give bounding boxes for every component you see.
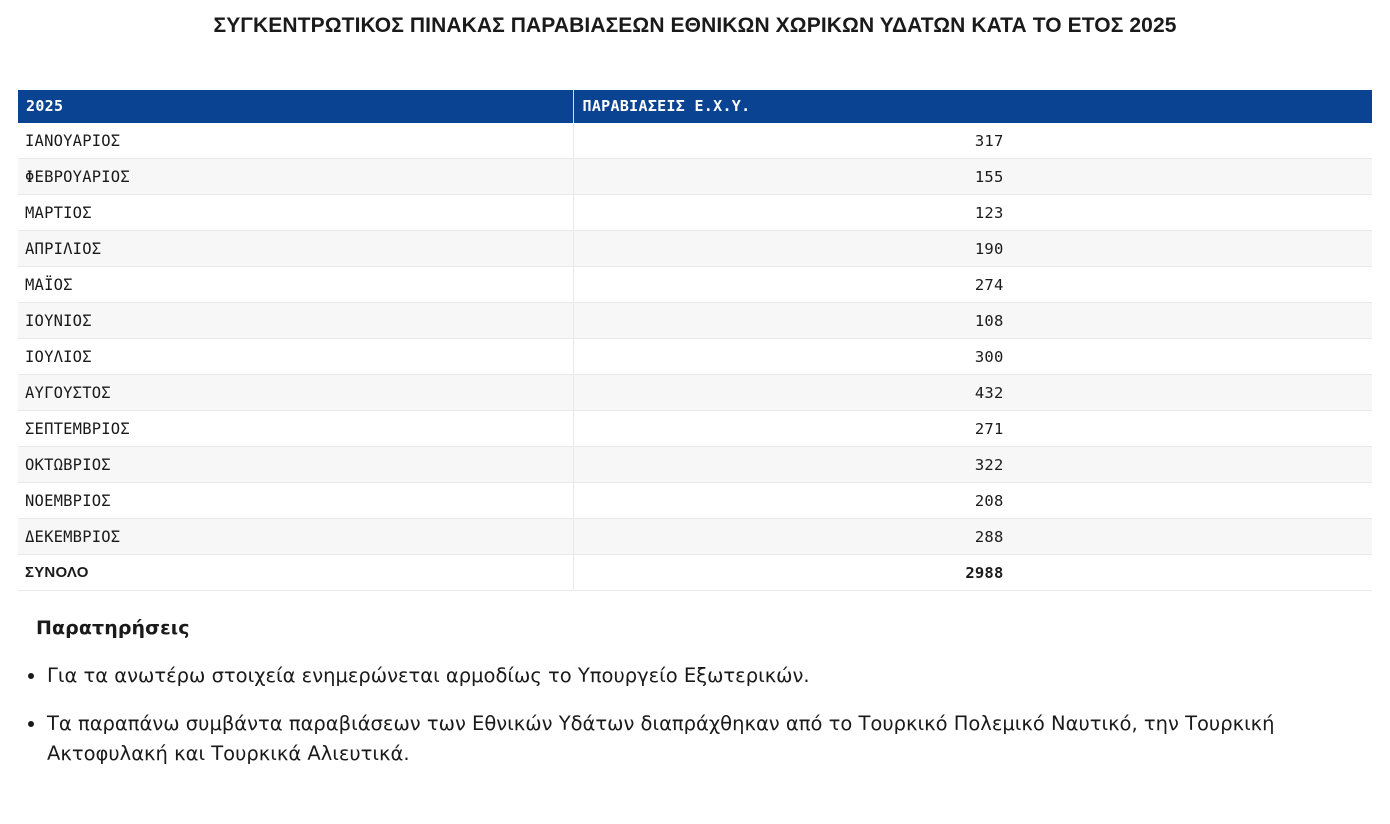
cell-month: ΦΕΒΡΟΥΑΡΙΟΣ: [18, 159, 573, 195]
table-body: [18, 123, 1372, 591]
violations-table-container: [18, 90, 1372, 591]
note-item: [18, 661, 1372, 691]
violations-count: 300: [974, 347, 1004, 366]
table-row: [18, 411, 1372, 447]
violations-count: 322: [974, 455, 1004, 474]
cell-total-label: ΣΥΝΟΛΟ: [18, 555, 573, 591]
violations-count: 108: [974, 311, 1004, 330]
table-row: [18, 447, 1372, 483]
violations-count: 208: [974, 491, 1004, 510]
violations-count: 432: [974, 383, 1004, 402]
cell-month: ΝΟΕΜΒΡΙΟΣ: [18, 483, 573, 519]
table-row: [18, 231, 1372, 267]
violations-count: 288: [974, 527, 1004, 546]
notes-heading: Παρατηρήσεις: [36, 617, 190, 639]
column-header-violations: ΠΑΡΑΒΙΑΣΕΙΣ Ε.Χ.Υ.: [573, 90, 1372, 123]
cell-month: ΙΟΥΛΙΟΣ: [18, 339, 573, 375]
cell-month: ΑΠΡΙΛΙΟΣ: [18, 231, 573, 267]
cell-month: ΜΑΡΤΙΟΣ: [18, 195, 573, 231]
table-total-row: [18, 555, 1372, 591]
cell-violations: [573, 267, 1372, 303]
cell-violations: [573, 519, 1372, 555]
cell-violations: [573, 411, 1372, 447]
table-row: [18, 375, 1372, 411]
cell-month: ΟΚΤΩΒΡΙΟΣ: [18, 447, 573, 483]
cell-violations: [573, 375, 1372, 411]
table-header-row: [18, 90, 1372, 123]
notes-section: [18, 617, 1372, 788]
cell-violations: [573, 339, 1372, 375]
violations-count: 155: [974, 167, 1004, 186]
table-row: [18, 267, 1372, 303]
cell-month: ΙΑΝΟΥΑΡΙΟΣ: [18, 123, 573, 159]
table-row: [18, 519, 1372, 555]
bullet-icon: [28, 721, 34, 727]
violations-count: 190: [974, 239, 1004, 258]
cell-month: ΣΕΠΤΕΜΒΡΙΟΣ: [18, 411, 573, 447]
cell-violations: [573, 195, 1372, 231]
violations-count: 317: [974, 131, 1004, 150]
table-row: [18, 339, 1372, 375]
cell-month: ΙΟΥΝΙΟΣ: [18, 303, 573, 339]
cell-month: ΑΥΓΟΥΣΤΟΣ: [18, 375, 573, 411]
cell-violations: [573, 303, 1372, 339]
violations-count: 271: [974, 419, 1004, 438]
column-header-year: 2025: [18, 90, 573, 123]
cell-total-violations: [573, 555, 1372, 591]
cell-month: ΔΕΚΕΜΒΡΙΟΣ: [18, 519, 573, 555]
note-text: Για τα ανωτέρω στοιχεία ενημερώνεται αρμοδίως το Υπουργείο Εξωτερικών.: [47, 664, 810, 687]
page-title: ΣΥΓΚΕΝΤΡΩΤΙΚΟΣ ΠΙΝΑΚΑΣ ΠΑΡΑΒΙΑΣΕΩΝ ΕΘΝΙΚΩΝ ΧΩΡΙΚΩΝ ΥΔΑΤΩΝ ΚΑΤΑ ΤΟ ΕΤΟΣ 2025: [213, 14, 1177, 37]
table-row: [18, 483, 1372, 519]
cell-violations: [573, 231, 1372, 267]
cell-violations: [573, 483, 1372, 519]
table-row: [18, 195, 1372, 231]
table-row: [18, 159, 1372, 195]
cell-violations: [573, 123, 1372, 159]
table-row: [18, 123, 1372, 159]
note-item: [18, 709, 1372, 769]
table-row: [18, 303, 1372, 339]
cell-violations: [573, 447, 1372, 483]
violations-table: [18, 90, 1372, 591]
cell-violations: [573, 159, 1372, 195]
table-head: [18, 90, 1372, 123]
violations-count: 274: [974, 275, 1004, 294]
cell-month: ΜΑΪΟΣ: [18, 267, 573, 303]
notes-list: [18, 661, 1372, 770]
total-count: 2988: [965, 563, 1004, 582]
note-text: Τα παραπάνω συμβάντα παραβιάσεων των Εθνικών Υδάτων διαπράχθηκαν από το Τουρκικό Πολεμικό Ναυτικό, την Τουρκική Ακτοφυλακή και Τουρκικά Αλιευτικά.: [47, 712, 1275, 766]
violations-count: 123: [974, 203, 1004, 222]
bullet-icon: [28, 673, 34, 679]
